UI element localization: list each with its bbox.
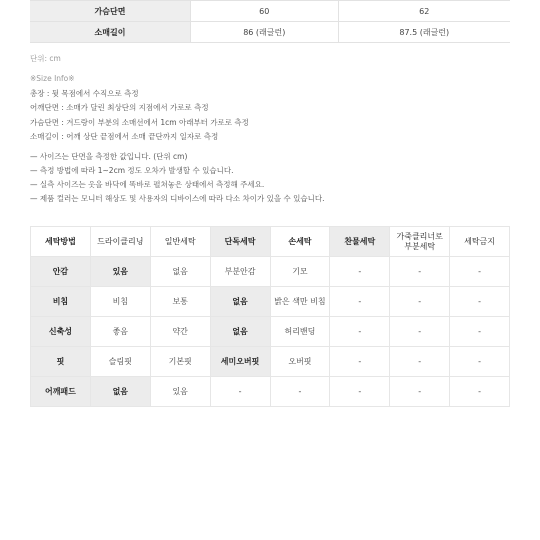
- care-row-stretch: [31, 317, 510, 347]
- care-cell: -: [390, 257, 450, 287]
- care-cell: 오버핏: [270, 347, 330, 377]
- care-row-label: 핏: [31, 347, 91, 377]
- care-header-cell: 드라이클리닝: [90, 227, 150, 257]
- care-cell: -: [270, 377, 330, 407]
- care-cell: -: [450, 347, 510, 377]
- care-cell: -: [390, 347, 450, 377]
- size-cell: 60: [191, 1, 339, 22]
- size-cell: 87.5 (래글런): [338, 22, 510, 43]
- care-cell: -: [390, 317, 450, 347]
- measure-note: — 제품 컬러는 모니터 해상도 및 사용자의 디바이스에 따라 다소 차이가 있을 수 있습니다.: [30, 194, 325, 203]
- care-header-cell: 세탁방법: [31, 227, 91, 257]
- care-header-cell: 일반세탁: [150, 227, 210, 257]
- care-cell: 있음: [150, 377, 210, 407]
- measure-notes: [30, 150, 324, 206]
- care-cell: 좋음: [90, 317, 150, 347]
- size-row-label: 가슴단면: [30, 1, 191, 22]
- measure-note: — 측정 방법에 따라 1~2cm 정도 오차가 발생할 수 있습니다.: [30, 166, 234, 175]
- care-cell: 기본핏: [150, 347, 210, 377]
- care-cell: 없음: [90, 377, 150, 407]
- care-cell: 보통: [150, 287, 210, 317]
- care-header-cell: 세탁금지: [450, 227, 510, 257]
- size-info-line: 소매길이 : 어깨 상단 끝점에서 소매 끝단까지 일자로 측정: [30, 132, 219, 141]
- care-cell: 세미오버핏: [210, 347, 270, 377]
- care-cell: -: [450, 377, 510, 407]
- care-row-sheerness: [31, 287, 510, 317]
- measure-note: — 사이즈는 단면을 측정한 값입니다. (단위 cm): [30, 152, 188, 161]
- size-cell: 62: [338, 1, 510, 22]
- care-cell: -: [390, 287, 450, 317]
- care-cell: 있음: [90, 257, 150, 287]
- care-cell: 없음: [150, 257, 210, 287]
- care-table: [30, 226, 510, 407]
- size-info-line: 가슴단면 : 겨드랑이 부분의 소매선에서 1cm 아래부터 가로로 측정: [30, 117, 249, 127]
- size-row-label: 소매길이: [30, 22, 191, 43]
- care-cell: 밝은 색만 비침: [270, 287, 330, 317]
- care-cell: 슬림핏: [90, 347, 150, 377]
- care-header-row: [31, 227, 510, 257]
- care-cell: -: [450, 287, 510, 317]
- care-row-label: 비침: [31, 287, 91, 317]
- size-table: [30, 0, 510, 43]
- care-cell: 비침: [90, 287, 150, 317]
- care-cell: -: [210, 377, 270, 407]
- size-cell: 86 (래글런): [191, 22, 339, 43]
- care-cell: 없음: [210, 317, 270, 347]
- care-cell: 없음: [210, 287, 270, 317]
- care-cell: -: [450, 257, 510, 287]
- care-cell: -: [390, 377, 450, 407]
- care-row-label: 어깨패드: [31, 377, 91, 407]
- unit-note: 단위: cm: [30, 54, 61, 63]
- care-cell: -: [330, 317, 390, 347]
- care-header-cell: 찬물세탁: [330, 227, 390, 257]
- care-cell: -: [450, 317, 510, 347]
- care-header-cell: 가죽클리너로 부분세탁: [390, 227, 450, 257]
- care-cell: -: [330, 257, 390, 287]
- size-info-line: 어깨단면 : 소매가 달린 최상단의 지점에서 가로로 측정: [30, 103, 209, 112]
- care-header-cell: 단독세탁: [210, 227, 270, 257]
- care-cell: -: [330, 377, 390, 407]
- care-cell: -: [330, 287, 390, 317]
- care-row-lining: [31, 257, 510, 287]
- size-row-sleeve: [30, 22, 510, 43]
- care-cell: 약간: [150, 317, 210, 347]
- size-info: [30, 72, 249, 145]
- size-info-line: 총장 : 뒷 목점에서 수직으로 측정: [30, 88, 139, 98]
- care-row-label: 안감: [31, 257, 91, 287]
- care-cell: 부분안감: [210, 257, 270, 287]
- care-cell: 허리밴딩: [270, 317, 330, 347]
- measure-note: — 실측 사이즈는 옷을 바닥에 똑바로 펼쳐놓은 상태에서 측정해 주세요.: [30, 180, 265, 189]
- size-row-chest: [30, 1, 510, 22]
- care-cell: 기모: [270, 257, 330, 287]
- size-info-heading: ※Size Info※: [30, 74, 75, 83]
- care-cell: -: [330, 347, 390, 377]
- care-row-label: 신축성: [31, 317, 91, 347]
- care-row-fit: [31, 347, 510, 377]
- care-row-shoulder-pad: [31, 377, 510, 407]
- care-header-cell: 손세탁: [270, 227, 330, 257]
